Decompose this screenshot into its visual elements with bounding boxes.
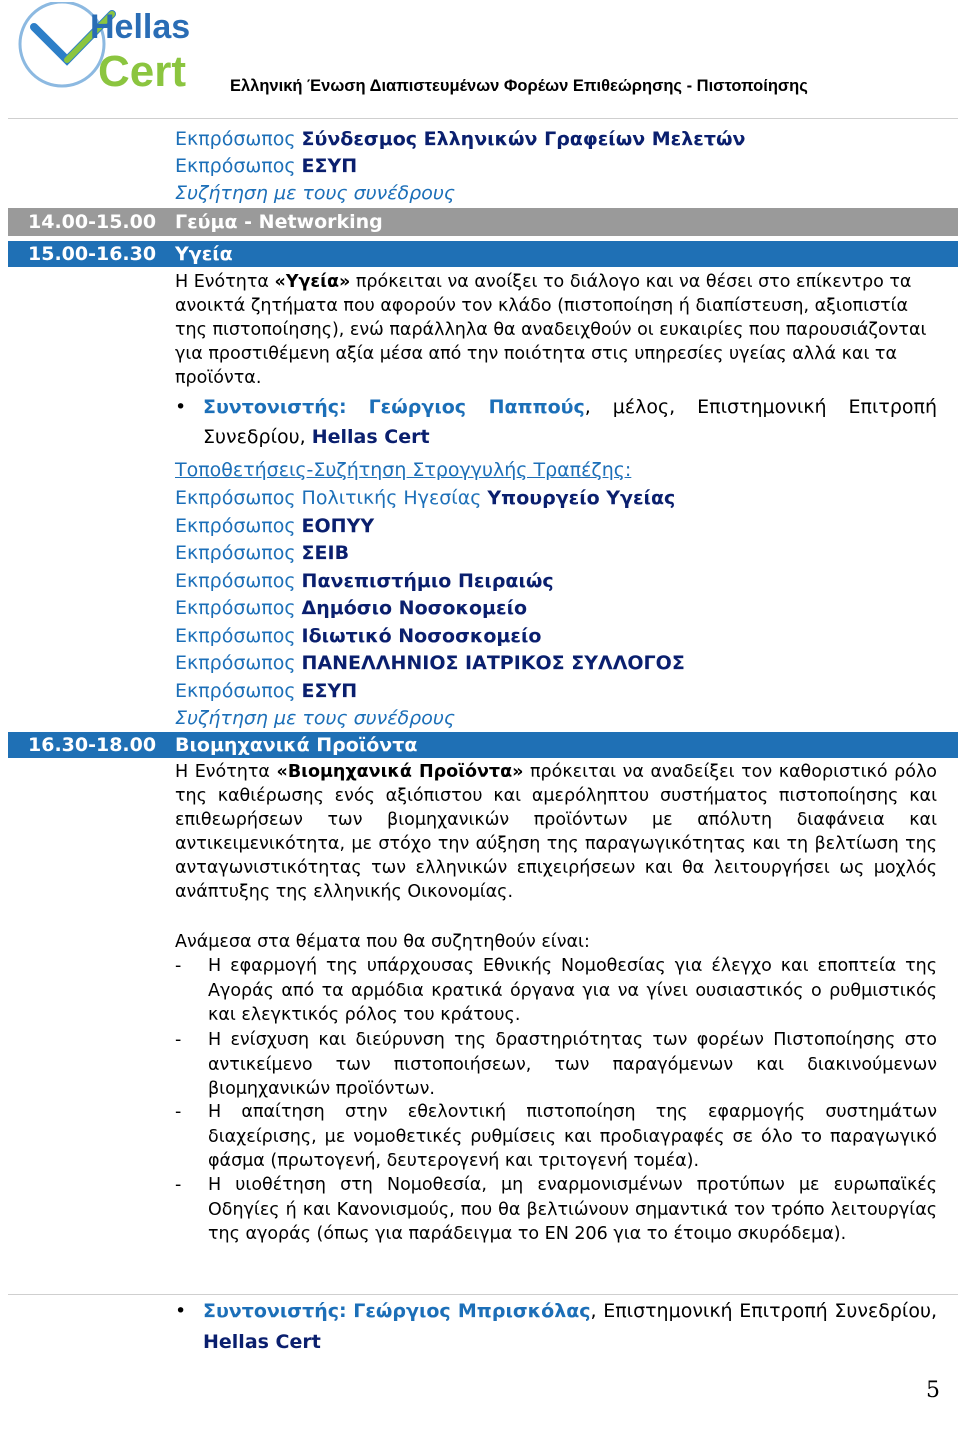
health-coordinator: • Συντονιστής: Γεώργιος Παππούς, μέλος, Επιστημονική Επιτροπή Συνεδρίου, Hellas Cert (175, 392, 937, 452)
industrial-intro-bold: «Βιομηχανικά Προϊόντα» (276, 762, 524, 782)
lunch-row (8, 208, 958, 236)
health-time: 15.00-16.30 (28, 243, 157, 265)
coordinator-name: Γεώργιος Μπρισκόλας (353, 1300, 591, 1322)
round-table-heading: Τοποθετήσεις-Συζήτηση Στρογγυλής Τραπέζης: (175, 459, 632, 481)
bullet-icon: • (175, 396, 187, 418)
header-divider (8, 118, 958, 119)
industrial-title: Βιομηχανικά Προϊόντα (175, 734, 418, 756)
list-item: Εκπρόσωπος Πανεπιστήμιο Πειραιώς (175, 569, 554, 592)
logo-text-top: Hellas (90, 8, 191, 46)
industrial-coordinator: • Συντονιστής: Γεώργιος Μπρισκόλας, Επιστημονική Επιτροπή Συνεδρίου, Hellas Cert (175, 1296, 937, 1358)
lunch-title: Γεύμα - Networking (175, 211, 383, 233)
health-rep-list (175, 485, 937, 705)
top-rep-1 (175, 126, 937, 153)
health-title: Υγεία (175, 243, 233, 265)
industrial-time: 16.30-18.00 (28, 734, 157, 756)
topic-item: - Η απαίτηση στην εθελοντική πιστοποίηση της εφαρμογής συστημάτων διαχείρισης, με νομοθετικές ρυθμίσεις και προδιαγραφές σε όλο το παραγωγικό φάσμα (πρωτογενή, δευτερογενή και τριτογενή τομέα). (175, 1102, 937, 1171)
hellas-cert-logo (12, 2, 217, 94)
rep-label: Εκπρόσωπος (175, 128, 296, 150)
health-intro: Η Ενότητα «Υγεία» πρόκειται να ανοίξει το διάλογο και να θέσει στο επίκεντρο τα ανοικτά ζητήματα που αφορούν τον κλάδο (πιστοποίηση ή διαπίστευση, αξιοπιστία της πιστοποίησης), ενώ παράλληλα θα αναδειχθούν οι ευκαιρίες που παρουσιάζονται για προστιθέμενη αξία μέσα από την ποιότητα στις υπηρεσίες υγείας αλλά και τα προϊόντα. (175, 272, 927, 388)
topic-item: - Η εφαρμογή της υπάρχουσας Εθνικής Νομοθεσίας για έλεγχο και εποπτεία της Αγοράς από τα αρμόδια κρατικά όργανα για να γίνει ουσιαστικός ο ρυθμιστικός και ελεγκτικός ρόλος του κράτους. (175, 956, 937, 1025)
topics-intro: Ανάμεσα στα θέματα που θα συζητηθούν είναι: (175, 932, 590, 952)
rep-label: Εκπρόσωπος (175, 155, 296, 177)
top-discussion: Συζήτηση με τους συνέδρους (175, 182, 455, 204)
list-item: Εκπρόσωπος ΕΣΥΠ (175, 679, 358, 702)
top-rep-2 (175, 153, 937, 180)
list-item: Εκπρόσωπος Ιδιωτικό Νοσοσκομείο (175, 624, 542, 647)
list-item: Εκπρόσωπος Πολιτικής Ηγεσίας Υπουργείο Υγείας (175, 487, 676, 509)
organization-name: Ελληνική Ένωση Διαπιστευμένων Φορέων Επιθεώρησης - Πιστοποίησης (230, 77, 808, 95)
list-item: Εκπρόσωπος ΣΕΙΒ (175, 542, 350, 564)
logo-text-bottom: Cert (98, 47, 187, 94)
health-row (8, 241, 958, 267)
list-item: Εκπρόσωπος ΠΑΝΕΛΛΗΝΙΟΣ ΙΑΤΡΙΚΟΣ ΣΥΛΛΟΓΟΣ (175, 652, 685, 674)
section-divider (8, 1294, 958, 1295)
industrial-row (8, 732, 958, 758)
rep-value: Σύνδεσμος Ελληνικών Γραφείων Μελετών (301, 128, 746, 150)
list-item: Εκπρόσωπος ΕΟΠΥΥ (175, 514, 375, 537)
lunch-time: 14.00-15.00 (28, 211, 157, 233)
page-number: 5 (926, 1378, 940, 1403)
topic-item: - Η υιοθέτηση στη Νομοθεσία, μη εναρμονισμένων προτύπων με ευρωπαϊκές Οδηγίες ή και Κανονισμούς, που θα βελτιώνουν σημαντικά τον τρόπο λειτουργίας της αγοράς (όπως για παράδειγμα το ΕΝ 206 για το έτοιμο σκυρόδεμα). (175, 1175, 937, 1244)
coordinator-name: Γεώργιος Παππούς (368, 396, 585, 418)
industrial-intro: Η Ενότητα «Βιομηχανικά Προϊόντα» πρόκειται να αναδείξει τον καθοριστικό ρόλο της καθιέρωσης ενός αξιόπιστου και αμερόληπτου συστήματος πιστοποίησης και επιθεωρήσεων των βιομηχανικών προϊόντων με απόλυτη διαφάνεια και αντικειμενικότητα, με στόχο την αύξηση της παραγωγικότητας και τη βελτίωση της ανταγωνιστικότητας των ελληνικών επιχειρήσεων και θα λειτουργήσει ως μοχλός ανάπτυξης της ελληνικής Οικονομίας. (175, 762, 938, 902)
health-discussion: Συζήτηση με τους συνέδρους (175, 707, 455, 729)
rep-value: ΕΣΥΠ (301, 155, 358, 177)
list-item: Εκπρόσωπος Δημόσιο Νοσοκομείο (175, 597, 528, 619)
bullet-icon: • (175, 1300, 187, 1322)
topic-item: - Η ενίσχυση και διεύρυνση της δραστηριότητας των φορέων Πιστοποίησης στο αντικείμενο των πιστοποιήσεων, των παραγόμενων και διακινούμενων βιομηχανικών προϊόντων. (175, 1030, 937, 1099)
health-intro-bold: «Υγεία» (274, 272, 351, 292)
